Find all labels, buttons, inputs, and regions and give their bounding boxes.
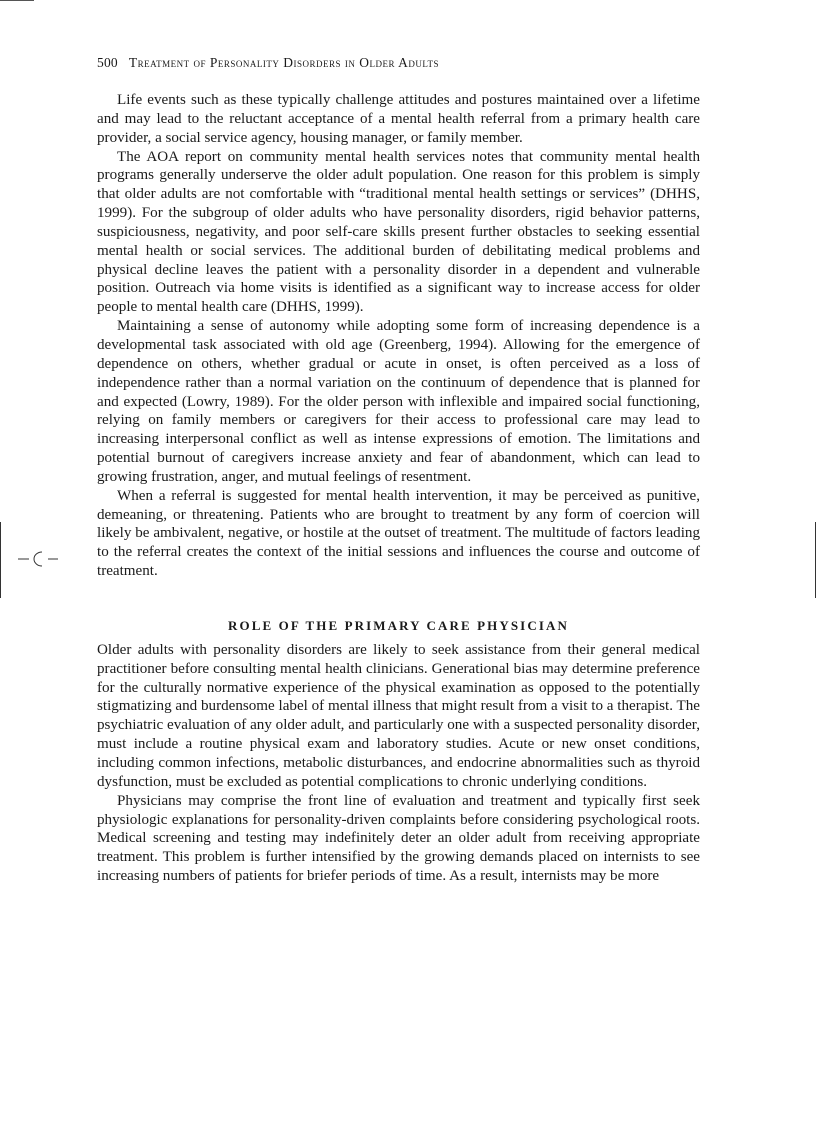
body-paragraph: Older adults with personality disorders are likely to seek assistance from their general medical practitioner before consulting mental health clinicians. Generational bias may determine preference for the culturally normative experience of the physical examination as opposed to the potentially stigmatizing and burdensome label of mental illness that might result from a visit to a therapist. The psychiatric evaluation of any older adult, and particularly one with a suspected personality disorder, must include a routine physical exam and laboratory studies. Acute or new onset conditions, including common infections, metabolic disturbances, and endocrine abnormalities such as thyroid dysfunction, must be excluded as potential complications to chronic underlying conditions. [97, 641, 700, 790]
body-paragraph: The AOA report on community mental health services notes that community mental health programs generally underserve the older adult population. One reason for this problem is simply that older adults are not comfortable with “traditional mental health settings or services” (DHHS, 1999). For the subgroup of older adults who have personality disorders, rigid behavior patterns, suspiciousness, negativity, and poor self-care skills present further obstacles to seeking essential mental health or social services. The additional burden of debilitating medical problems and physical decline leaves the patient with a personality disorder in a dependent and vulnerable position. Outreach via home visits is identified as a significant way to increase access for older people to mental health care (DHHS, 1999). [97, 148, 700, 316]
body-paragraph: Maintaining a sense of autonomy while adopting some form of increasing dependence is a developmental task associated with old age (Greenberg, 1994). Allowing for the emergence of dependence on others, whether gradual or acute in onset, is often perceived as a loss of independence rather than a normal variation on the continuum of dependence that is planned for and expected (Lowry, 1989). For the older person with inflexible and impaired social functioning, relying on family members or caregivers for their access to professional care may lead to increasing interpersonal conflict as well as intense expressions of emotion. The limitations and potential burnout of caregivers increase anxiety and fear of abandonment, which can lead to growing frustration, anger, and mutual feelings of resentment. [97, 318, 700, 485]
left-margin-mark [0, 522, 1, 598]
top-rule [0, 0, 34, 1]
registration-mark-icon [18, 548, 58, 570]
page-content [97, 54, 700, 886]
body-paragraph: Physicians may comprise the front line of evaluation and treatment and typically first seek physiologic explanations for personality-driven complaints before considering psychological roots. Medical screening and testing may indefinitely deter an older adult from receiving appropriate treatment. This problem is further intensified by the growing demands placed on internists to see increasing numbers of patients for briefer periods of time. As a result, internists may be more [97, 792, 700, 885]
body-paragraph: Life events such as these typically challenge attitudes and postures maintained over a lifetime and may lead to the reluctant acceptance of a mental health referral from a primary health care provider, a social service agency, housing manager, or family member. [97, 92, 700, 146]
running-head-title: Treatment of Personality Disorders in Older Adults [128, 55, 440, 70]
section-heading: ROLE OF THE PRIMARY CARE PHYSICIAN [228, 617, 569, 633]
page-number: 500 [97, 55, 118, 70]
running-head [97, 54, 700, 72]
body-paragraph: When a referral is suggested for mental health intervention, it may be perceived as punitive, demeaning, or threatening. Patients who are brought to treatment by any form of coercion will likely be ambivalent, negative, or hostile at the outset of treatment. The multitude of factors leading to the referral creates the context of the initial sessions and influences the course and outcome of treatment. [97, 487, 700, 580]
